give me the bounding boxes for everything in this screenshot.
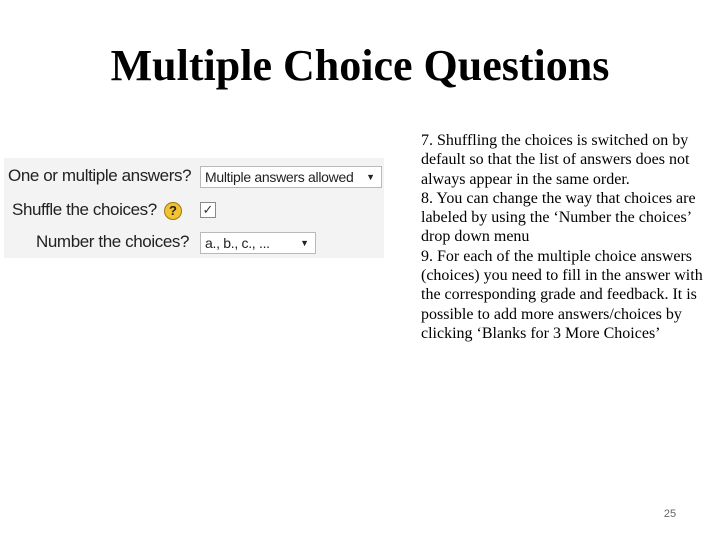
shuffle-label: Shuffle the choices? (12, 200, 157, 219)
explanation-text (421, 131, 711, 343)
help-icon[interactable]: ? (164, 202, 182, 220)
slide-title: Multiple Choice Questions (110, 41, 610, 90)
shuffle-row (4, 198, 384, 224)
answers-select[interactable] (200, 166, 382, 188)
shuffle-checkbox[interactable]: ✓ (200, 202, 216, 218)
answers-label: One or multiple answers? (8, 166, 192, 185)
number-row (4, 230, 384, 256)
point-8: 8. You can change the way that choices are labeled by using the ‘Number the choices’ drop down menu (421, 189, 696, 246)
point-7: 7. Shuffling the choices is switched on by default so that the list of answers does not always appear in the same order. (421, 132, 690, 188)
dropdown-arrow-icon: ▼ (300, 238, 309, 248)
number-select-value: a., b., c., ... (205, 235, 270, 251)
answers-row (4, 164, 384, 190)
question-settings-screenshot (4, 158, 384, 258)
point-9: 9. For each of the multiple choice answers (choices) you need to fill in the answer with the corresponding grade and feedback. It is possible to add more answers/choices by clicking ‘Blanks for 3 More Choices’ (421, 247, 703, 342)
dropdown-arrow-icon: ▼ (366, 172, 375, 182)
answers-select-value: Multiple answers allowed (205, 169, 354, 185)
number-label: Number the choices? (36, 232, 190, 251)
page-number: 25 (663, 508, 677, 520)
number-select[interactable] (200, 232, 316, 254)
